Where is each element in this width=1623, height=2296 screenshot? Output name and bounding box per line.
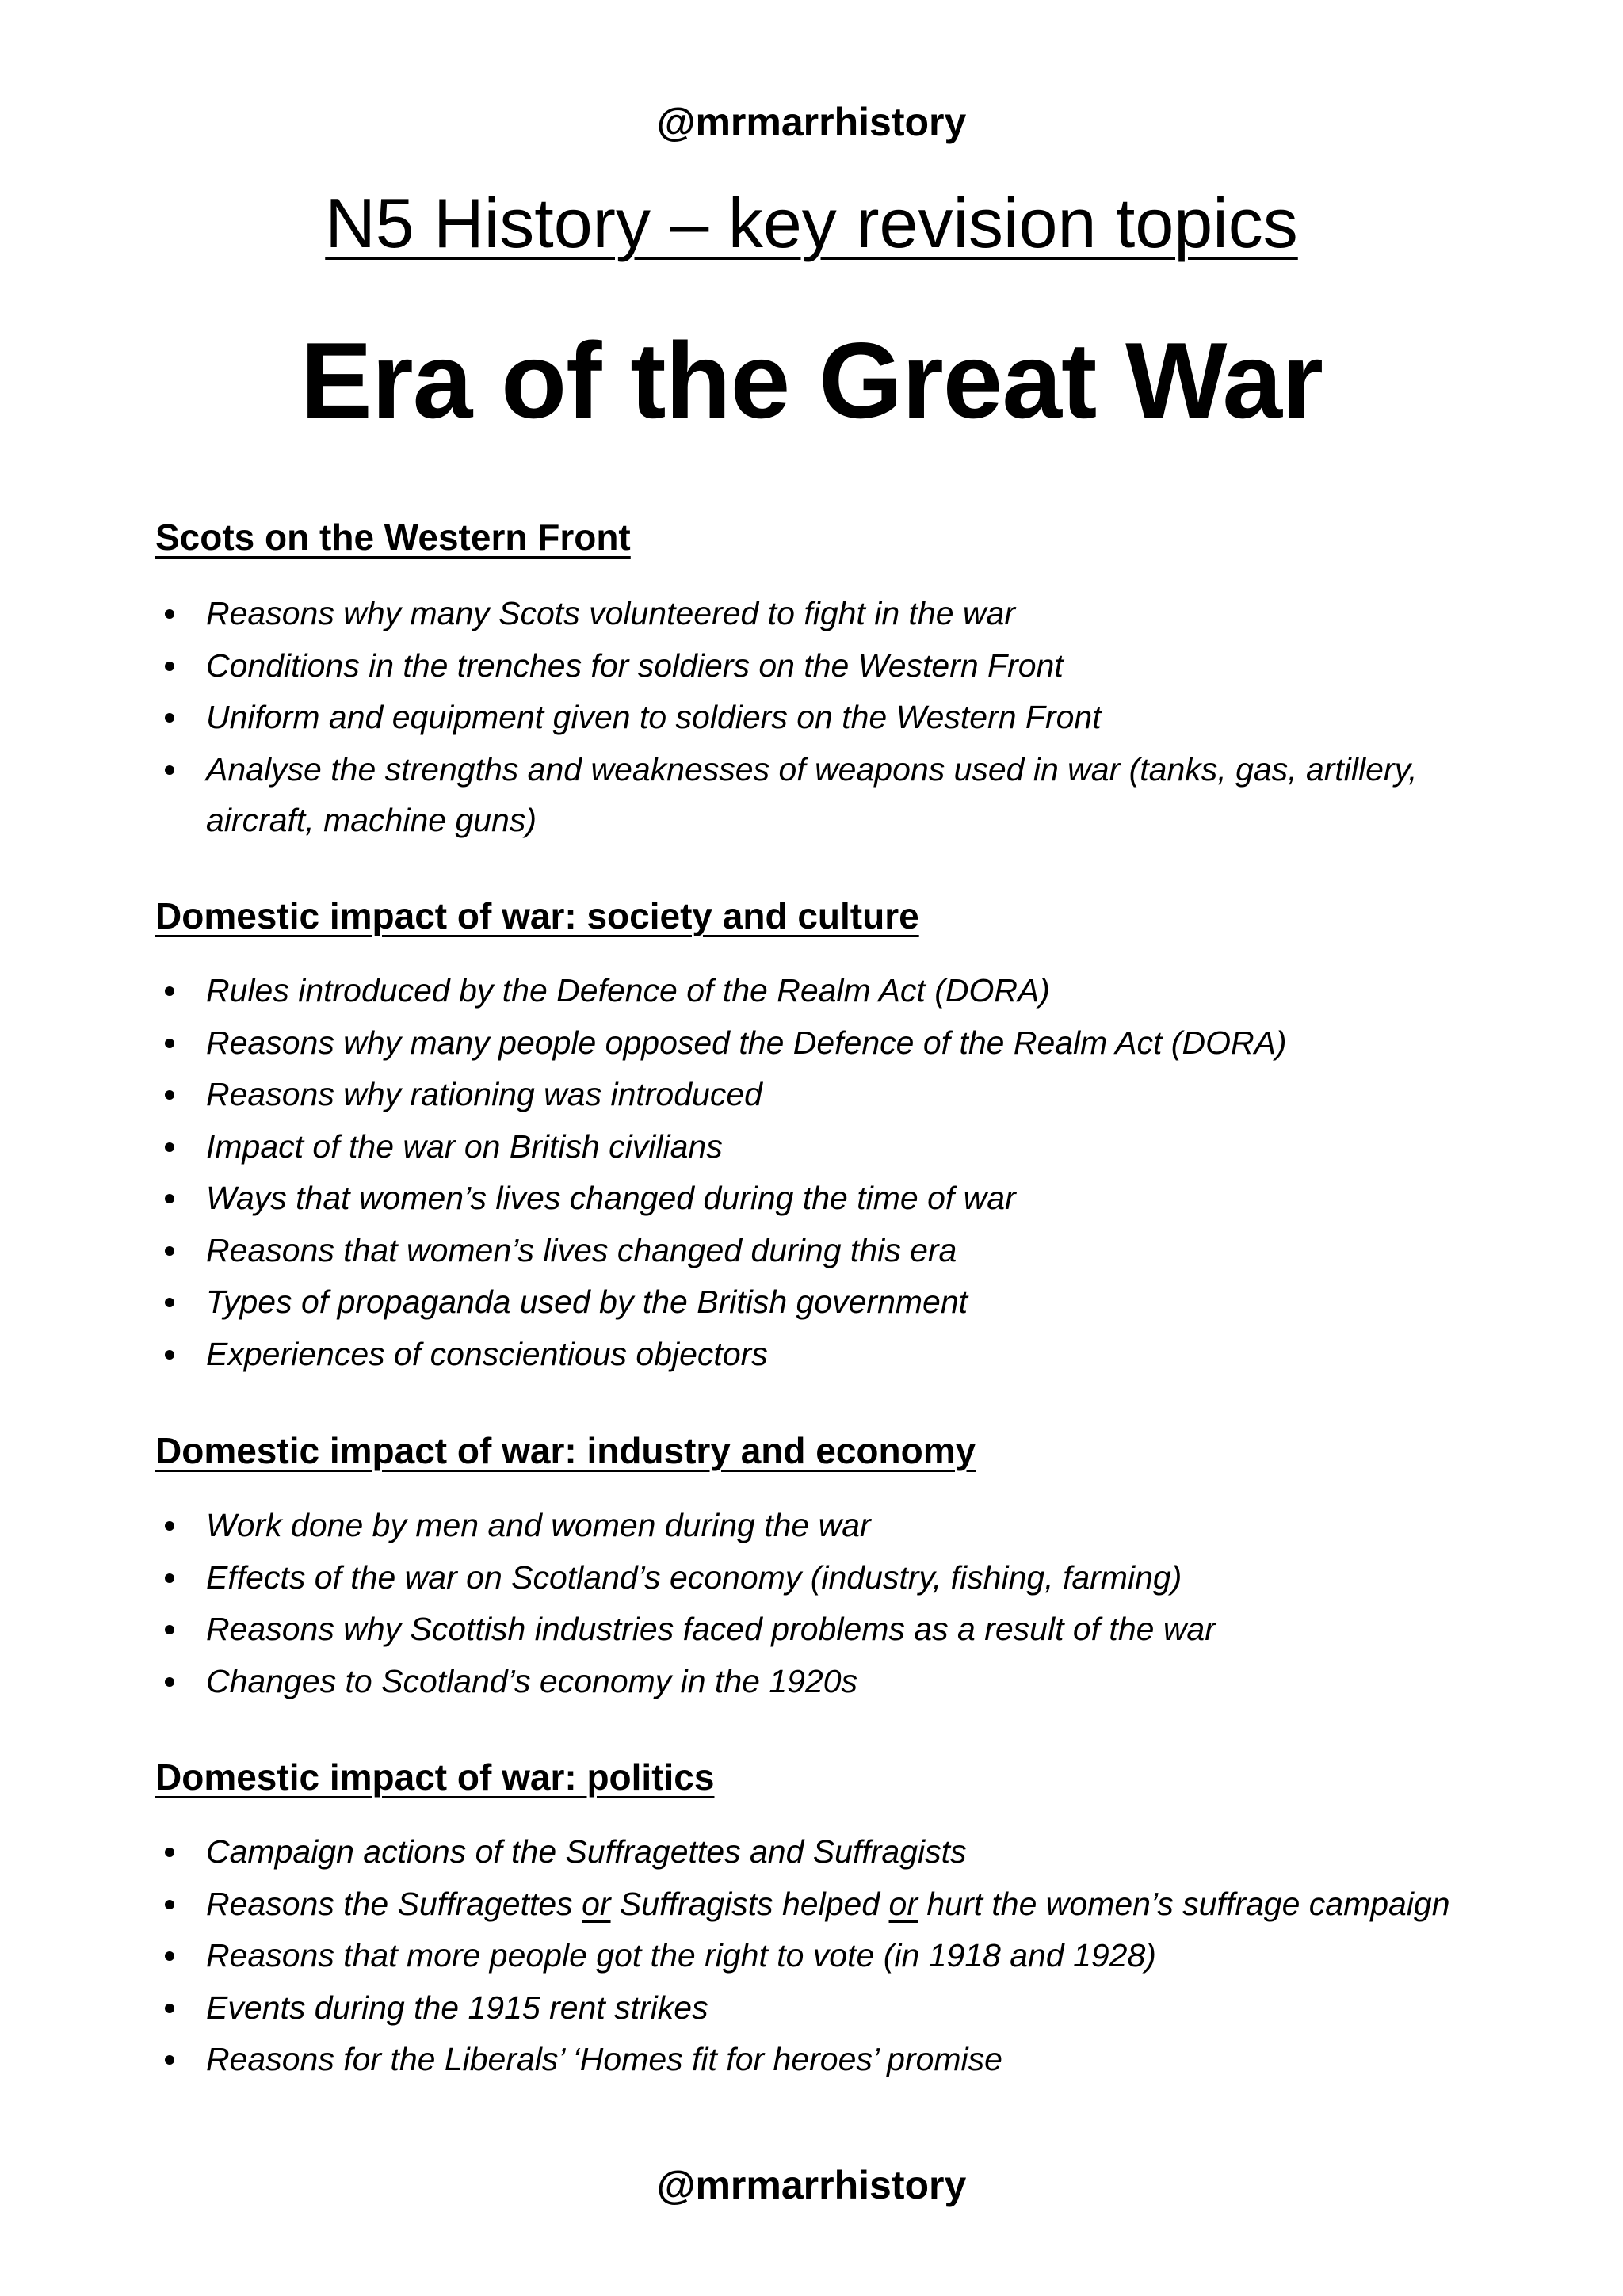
item-text: Reasons the Suffragettes (206, 1885, 582, 1922)
list-item: Types of propaganda used by the British government (155, 1276, 1503, 1329)
section-heading-western-front: Scots on the Western Front (155, 517, 631, 558)
list-item: Conditions in the trenches for soldiers on the Western Front (155, 640, 1503, 692)
topic-list-politics (155, 1826, 1503, 2086)
item-text: hurt the women’s suffrage campaign (917, 1885, 1450, 1922)
list-item (155, 1878, 1503, 1931)
list-item: Rules introduced by the Defence of the Realm Act (DORA) (155, 965, 1503, 1017)
page-title: Era of the Great War (300, 320, 1323, 441)
list-item: Ways that women’s lives changed during the time of war (155, 1173, 1503, 1225)
list-item: Experiences of conscientious objectors (155, 1329, 1503, 1381)
underlined-or: or (888, 1885, 918, 1922)
topic-list-industry-economy (155, 1500, 1503, 1707)
list-item: Changes to Scotland’s economy in the 1920s (155, 1656, 1503, 1708)
underlined-or: or (582, 1885, 611, 1922)
list-item: Events during the 1915 rent strikes (155, 1982, 1503, 2035)
header-handle: @mrmarrhistory (656, 100, 967, 144)
list-item: Reasons for the Liberals’ ‘Homes fit for heroes’ promise (155, 2034, 1503, 2086)
list-item: Work done by men and women during the war (155, 1500, 1503, 1552)
footer-handle: @mrmarrhistory (656, 2163, 967, 2207)
item-text: Suffragists helped (610, 1885, 889, 1922)
list-item: Uniform and equipment given to soldiers on the Western Front (155, 692, 1503, 744)
list-item: Reasons why rationing was introduced (155, 1069, 1503, 1121)
list-item: Effects of the war on Scotland’s economy (industry, fishing, farming) (155, 1552, 1503, 1604)
section-heading-politics: Domestic impact of war: politics (155, 1756, 715, 1798)
list-item: Campaign actions of the Suffragettes and Suffragists (155, 1826, 1503, 1878)
section-heading-society-culture: Domestic impact of war: society and culture (155, 895, 919, 936)
section-heading-industry-economy: Domestic impact of war: industry and economy (155, 1430, 976, 1471)
topic-list-western-front (155, 588, 1503, 845)
list-item: Reasons that more people got the right to vote (in 1918 and 1928) (155, 1930, 1503, 1982)
list-item: Reasons that women’s lives changed during this era (155, 1225, 1503, 1277)
topic-list-society-culture (155, 965, 1503, 1380)
list-item: Reasons why many Scots volunteered to fight in the war (155, 588, 1503, 640)
list-item: Reasons why Scottish industries faced problems as a result of the war (155, 1604, 1503, 1656)
list-item: Impact of the war on British civilians (155, 1121, 1503, 1173)
list-item: Analyse the strengths and weaknesses of weapons used in war (tanks, gas, artillery, aircraft, machine guns) (155, 744, 1503, 845)
list-item: Reasons why many people opposed the Defence of the Realm Act (DORA) (155, 1017, 1503, 1070)
page-subtitle: N5 History – key revision topics (325, 184, 1298, 262)
